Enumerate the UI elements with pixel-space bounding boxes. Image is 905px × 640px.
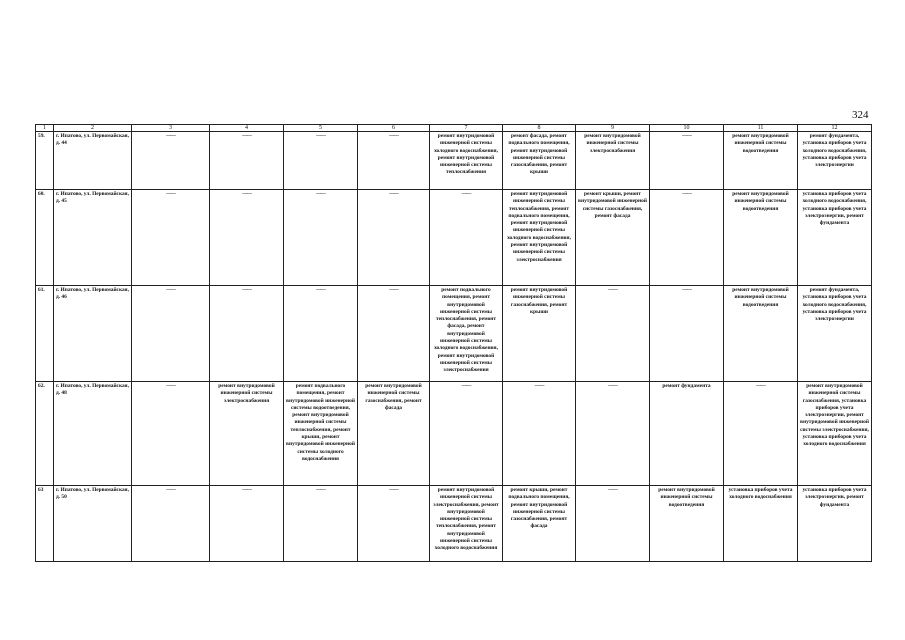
column-header: 5 [284,125,358,132]
dash-mark: —— [608,487,617,493]
row-number: 63 [36,486,54,562]
work-cell: ремонт внутридомовой инженерной системы электроснабжения, ремонт внутридомовой инженерной системы теплоснабжения, ремонт внутридомовой инженерной системы холодного водоснабжения [430,486,503,562]
dash-mark: —— [166,383,175,389]
dash-mark: —— [316,287,325,293]
table-cell [210,286,284,382]
row-number: 60. [36,190,54,286]
work-cell: установка приборов учета электроэнергии, ремонт фундамента [798,486,872,562]
column-header: 7 [430,125,503,132]
table-cell [132,286,210,382]
table-cell [210,486,284,562]
table-row [36,486,872,562]
table-cell [284,286,358,382]
table-cell [650,286,724,382]
table-cell [132,132,210,190]
table-cell [358,132,430,190]
work-cell: установка приборов учета холодного водоснабжения, установка приборов учета электроэнергии, ремонт фундамента [798,190,872,286]
address-cell: г. Ипатово, ул. Первомайская, д. 46 [54,286,132,382]
table-row [36,190,872,286]
dash-mark: —— [166,287,175,293]
dash-mark: —— [316,191,325,197]
address-cell: г. Ипатово, ул. Первомайская, д. 50 [54,486,132,562]
table-row [36,382,872,486]
column-header: 2 [54,125,132,132]
dash-mark: —— [682,191,691,197]
work-cell: ремонт внутридомовой инженерной системы электроснабжения [576,132,650,190]
table-cell [132,382,210,486]
dash-mark: —— [166,191,175,197]
work-cell: ремонт фундамента [650,382,724,486]
dash-mark: —— [242,287,251,293]
dash-mark: —— [316,487,325,493]
repair-schedule-table [35,124,872,562]
table-row [36,286,872,382]
dash-mark: —— [682,133,691,139]
work-cell: ремонт внутридомовой инженерной системы газоснабжения, ремонт фасада [358,382,430,486]
dash-mark: —— [242,191,251,197]
table-cell [576,286,650,382]
work-cell: ремонт крыши, ремонт внутридомовой инженерной системы газоснабжения, ремонт фасада [576,190,650,286]
work-cell: ремонт внутридомовой инженерной системы водоотведения [650,486,724,562]
dash-mark: —— [166,487,175,493]
table-cell [358,286,430,382]
table-cell [132,190,210,286]
work-cell: ремонт подвального помещения, ремонт внутридомовой инженерной системы водоотведения, ремонт внутридомовой инженерной системы теплоснабжения, ремонт крыши, ремонт внутридомовой инженерной системы холодного водоснабжения [284,382,358,486]
work-cell: ремонт фундамента, установка приборов учета холодного водоснабжения, установка приборов учета электроэнергии [798,286,872,382]
row-number: 62. [36,382,54,486]
work-cell: ремонт внутридомовой инженерной системы водоотведения [724,132,798,190]
work-cell: ремонт внутридомовой инженерной системы теплоснабжения, ремонт подвального помещения, ремонт внутридомовой инженерной системы холодного водоснабжения, ремонт внутридомовой инженерной системы электроснабжения [503,190,576,286]
row-number: 59. [36,132,54,190]
table-cell [284,190,358,286]
column-header: 11 [724,125,798,132]
work-cell: ремонт фундамента, установка приборов учета холодного водоснабжения, установка приборов учета электроэнергии [798,132,872,190]
header-row [36,125,872,132]
column-header: 3 [132,125,210,132]
work-cell: ремонт подвального помещения, ремонт внутридомовой инженерной системы теплоснабжения, ремонт фасада, ремонт внутридомовой инженерной системы холодного водоснабжения, ремонт внутридомовой инженерной системы электроснабжения [430,286,503,382]
dash-mark: —— [682,287,691,293]
dash-mark: —— [242,133,251,139]
column-header: 8 [503,125,576,132]
work-cell: ремонт внутридомовой инженерной системы газоснабжения, установка приборов учета электроэнергии, ремонт внутридомовой инженерной системы электроснабжения, установка приборов учета холодного водоснабжения [798,382,872,486]
table-cell [724,382,798,486]
table-cell [210,132,284,190]
dash-mark: —— [242,487,251,493]
table-row [36,132,872,190]
table-cell [430,382,503,486]
work-cell: ремонт внутридомовой инженерной системы холодного водоснабжения, ремонт внутридомовой инженерной системы теплоснабжения [430,132,503,190]
dash-mark: —— [389,191,398,197]
dash-mark: —— [534,383,544,389]
table-cell [503,382,576,486]
dash-mark: —— [756,383,765,389]
table-cell [650,190,724,286]
dash-mark: —— [608,383,617,389]
page-number: 324 [852,109,869,121]
dash-mark: —— [316,133,325,139]
work-cell: установка приборов учета холодного водоснабжения [724,486,798,562]
row-number: 61. [36,286,54,382]
work-cell: ремонт внутридомовой инженерной системы водоотведения [724,286,798,382]
address-cell: г. Ипатово, ул. Первомайская, д. 48 [54,382,132,486]
table-cell [210,190,284,286]
table-cell [284,486,358,562]
work-cell: ремонт фасада, ремонт подвального помещения, ремонт внутридомовой инженерной системы газоснабжения, ремонт крыши [503,132,576,190]
dash-mark: —— [389,487,398,493]
work-cell: ремонт внутридомовой инженерной системы водоотведения [724,190,798,286]
table-cell [576,382,650,486]
address-cell: г. Ипатово, ул. Первомайская, д. 44 [54,132,132,190]
column-header: 1 [36,125,54,132]
work-cell: ремонт внутридомовой инженерной системы газоснабжения, ремонт крыши [503,286,576,382]
table-cell [284,132,358,190]
table-cell [650,132,724,190]
column-header: 10 [650,125,724,132]
dash-mark: —— [461,383,471,389]
dash-mark: —— [166,133,175,139]
dash-mark: —— [389,133,398,139]
table-cell [430,190,503,286]
work-cell: ремонт внутридомовой инженерной системы электроснабжения [210,382,284,486]
table-cell [358,486,430,562]
address-cell: г. Ипатово, ул. Первомайская, д. 45 [54,190,132,286]
dash-mark: —— [461,191,471,197]
dash-mark: —— [608,287,617,293]
column-header: 9 [576,125,650,132]
table-cell [132,486,210,562]
column-header: 4 [210,125,284,132]
dash-mark: —— [389,287,398,293]
work-cell: ремонт крыши, ремонт подвального помещения, ремонт внутридомовой инженерной системы газоснабжения, ремонт фасада [503,486,576,562]
column-header: 12 [798,125,872,132]
table-cell [576,486,650,562]
column-header: 6 [358,125,430,132]
table-cell [358,190,430,286]
